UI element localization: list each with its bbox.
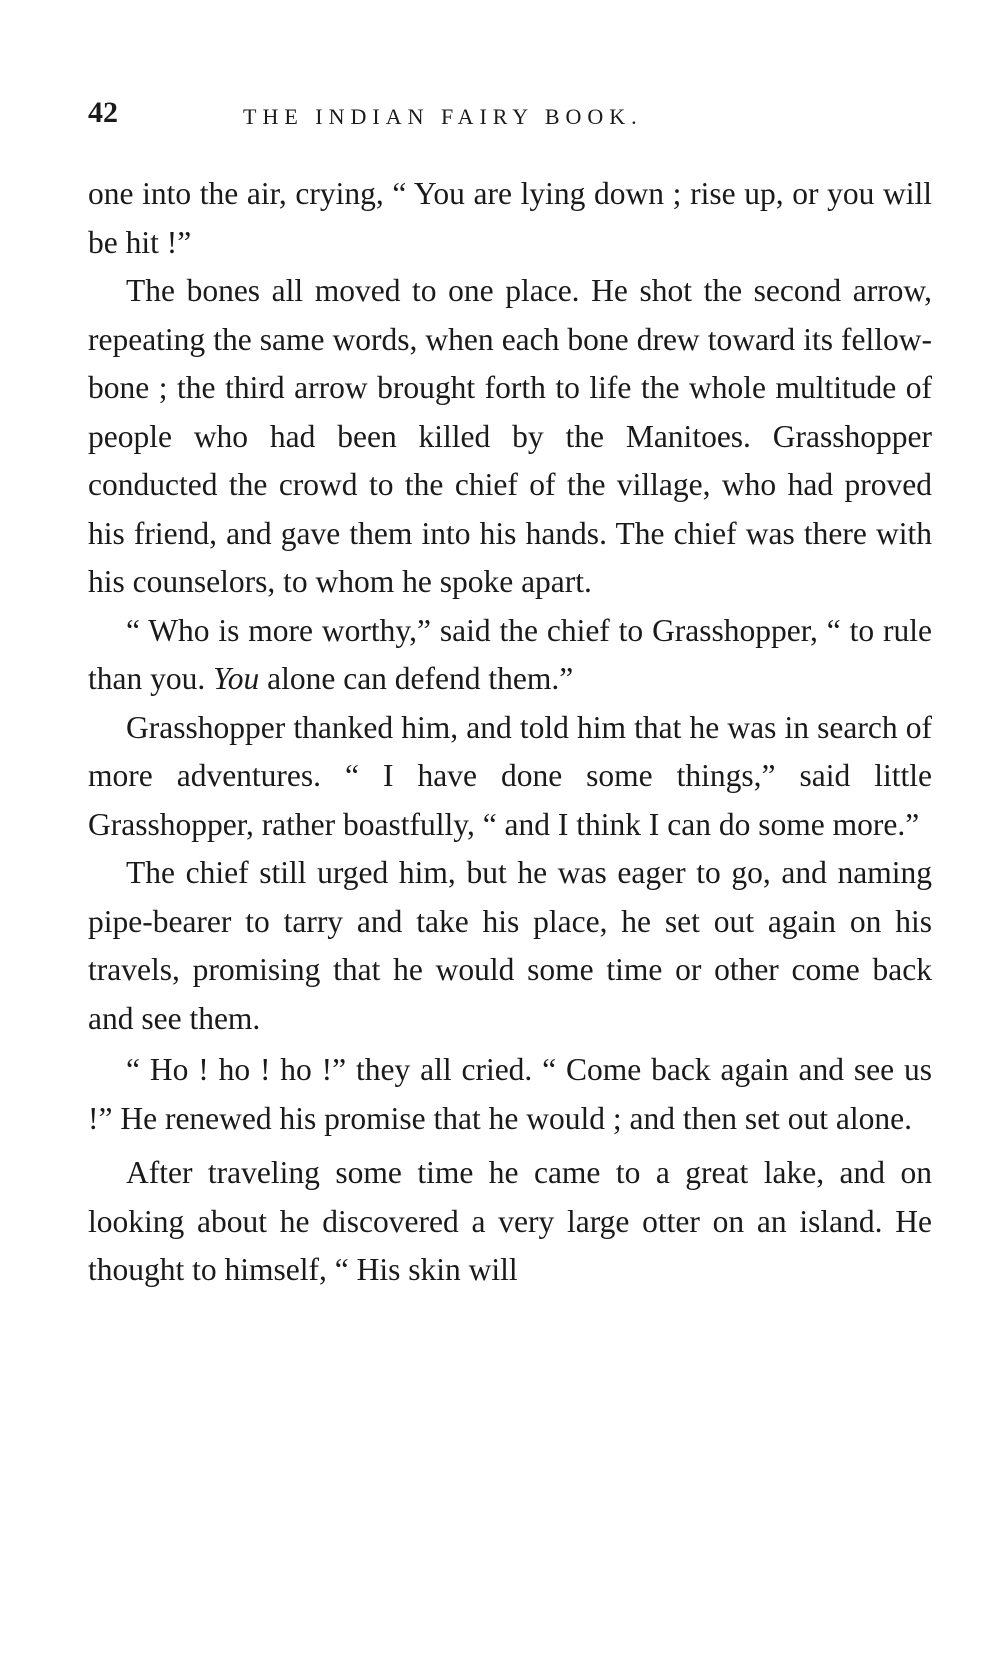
emphasized-word: You [213,661,260,696]
body-text [88,170,932,1295]
paragraph-1: one into the air, crying, “ You are lying down ; rise up, or you will be hit !” [88,176,932,260]
paragraph-3-after: alone can defend them.” [259,661,574,696]
running-title: THE INDIAN FAIRY BOOK. [243,104,643,129]
page-number: 42 [88,96,118,129]
paragraph-5: The chief still urged him, but he was eager to go, and naming pipe-bearer to tarry and take his place, he set out again on his travels, promising that he would some time or other come back and see them. [88,855,932,1036]
paragraph-4: Grasshopper thanked him, and told him that he was in search of more adventures. “ I have done some things,” said little Grasshopper, rather boastfully, “ and I think I can do some more.” [88,709,932,842]
paragraph-3 [88,607,932,704]
paragraph-3-before: “ Who is more worthy,” said the chief to Grasshopper, “ to rule than you. [88,612,932,696]
page-header [88,96,948,136]
paragraph-2: The bones all moved to one place. He shot the second arrow, repeating the same words, when each bone drew toward its fellow-bone ; the third arrow brought forth to life the whole multitude of people who had been killed by the Manitoes. Grasshopper conducted the crowd to the chief of the village, who had proved his friend, and gave them into his hands. The chief was there with his counselors, to whom he spoke apart. [88,273,932,599]
paragraph-6: “ Ho ! ho ! ho !” they all cried. “ Come back again and see us !” He renewed his promise that he would ; and then set out alone. [88,1052,932,1136]
paragraph-7: After traveling some time he came to a great lake, and on looking about he discovered a very large otter on an island. He thought to himself, “ His skin will [88,1155,932,1287]
